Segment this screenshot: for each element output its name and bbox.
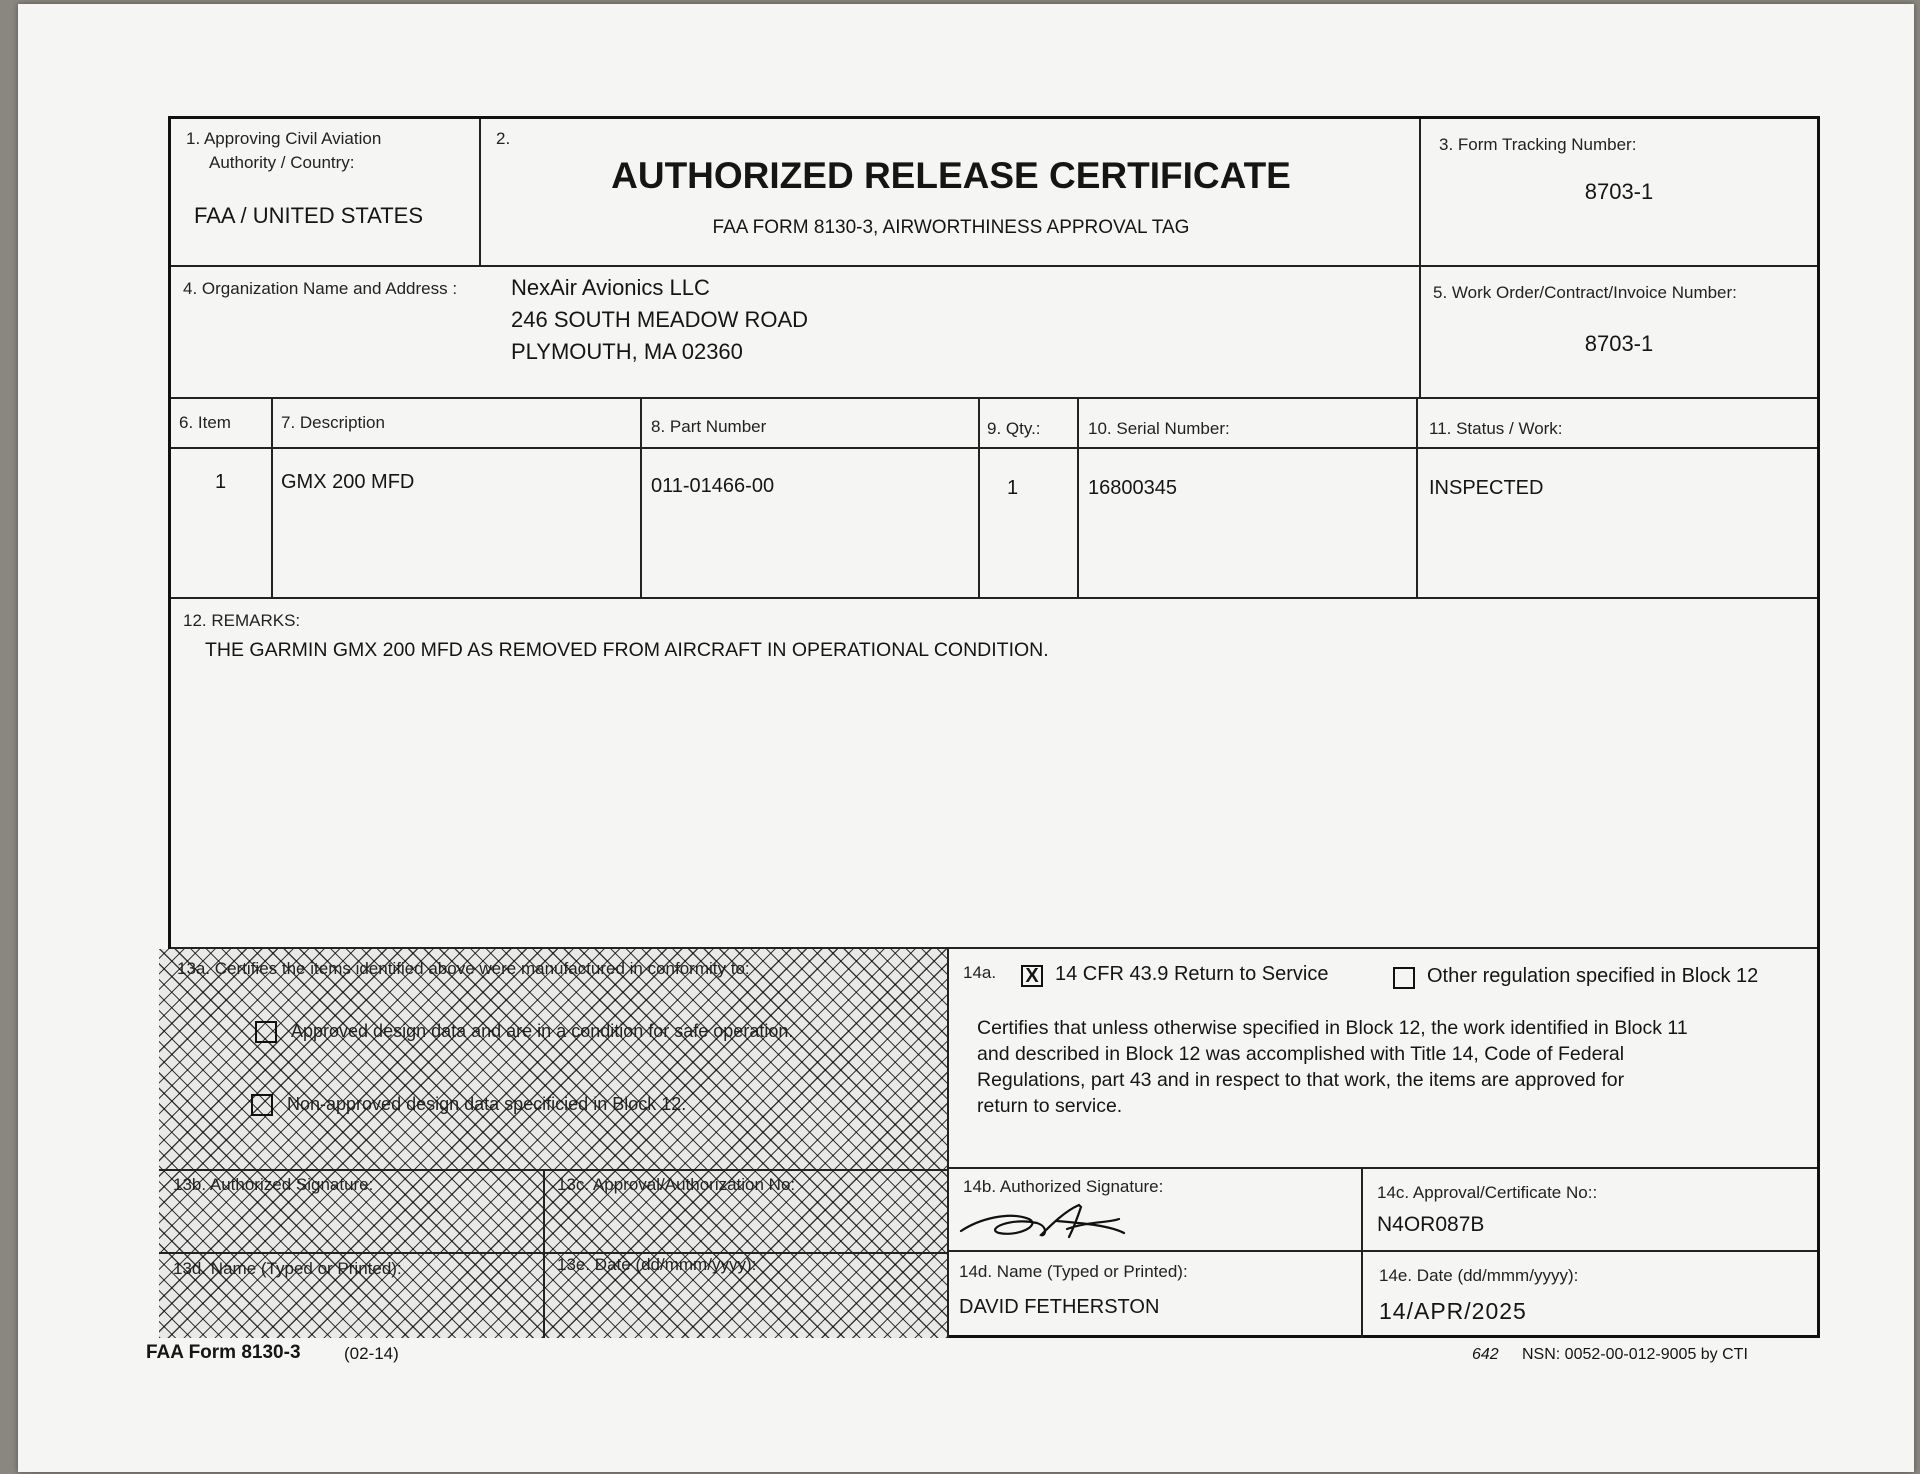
remarks-text: THE GARMIN GMX 200 MFD AS REMOVED FROM AIRCRAFT IN OPERATIONAL CONDITION. <box>205 639 1049 661</box>
block-3-label: 3. Form Tracking Number: <box>1439 135 1637 154</box>
block-3-tracking <box>1421 119 1817 267</box>
block-1-label-line1: 1. Approving Civil Aviation <box>186 129 382 148</box>
block-2-label: 2. <box>496 129 511 148</box>
item-serial-number: 16800345 <box>1088 477 1177 499</box>
block-2-title <box>481 119 1421 267</box>
block-14c-label: 14c. Approval/Certificate No:: <box>1377 1183 1598 1202</box>
block-14b-signature <box>949 1169 1363 1252</box>
item-qty: 1 <box>1007 477 1019 499</box>
certification-line-3: Regulations, part 43 and in respect to that work, the items are approved for <box>977 1069 1625 1091</box>
block-14a-label: 14a. <box>963 963 997 982</box>
block-13-divider <box>159 1252 949 1254</box>
item-part-number: 011-01466-00 <box>651 475 775 497</box>
signatory-name: DAVID FETHERSTON <box>959 1296 1160 1318</box>
block-13b-label: 13b. Authorized Signature: <box>173 1175 374 1194</box>
paper-sheet <box>18 4 1914 1472</box>
other-regulation-checkbox[interactable] <box>1393 967 1415 989</box>
header-status: 11. Status / Work: <box>1429 419 1563 438</box>
return-to-service-label: 14 CFR 43.9 Return to Service <box>1055 963 1329 985</box>
certificate-title: AUTHORIZED RELEASE CERTIFICATE <box>611 155 1291 196</box>
block-12-remarks <box>171 599 1817 949</box>
block-14d-label: 14d. Name (Typed or Printed): <box>959 1262 1188 1281</box>
block-14c-approval <box>1363 1169 1817 1252</box>
header-serial: 10. Serial Number: <box>1088 419 1230 438</box>
block-13-divider <box>159 1169 949 1171</box>
certification-line-4: return to service. <box>977 1095 1123 1117</box>
block-13a-checkbox-nonapproved <box>251 1094 273 1116</box>
header-description: 7. Description <box>281 413 385 432</box>
block-14e-label: 14e. Date (dd/mmm/yyyy): <box>1379 1266 1579 1285</box>
block-13c-label: 13c. Approval/Authorization No: <box>557 1175 796 1194</box>
block-14b-label: 14b. Authorized Signature: <box>963 1177 1164 1196</box>
org-name: NexAir Avionics LLC <box>511 275 710 300</box>
authority-country-value: FAA / UNITED STATES <box>194 203 424 228</box>
block-13a-option-approved: Approved design data and are in a condition for safe operation. <box>291 1021 794 1041</box>
block-13-hatched <box>159 949 949 1338</box>
block-14d-name <box>949 1252 1363 1338</box>
certification-line-2: and described in Block 12 was accomplished with Title 14, Code of Federal <box>977 1043 1625 1065</box>
work-order-number: 8703-1 <box>1584 331 1654 356</box>
item-number: 1 <box>215 471 227 493</box>
handwritten-signature <box>949 1189 1149 1249</box>
header-part-number: 8. Part Number <box>651 417 767 436</box>
block-13d-label: 13d. Name (Typed or Printed): <box>173 1259 402 1278</box>
release-certificate-form <box>168 116 1820 1338</box>
block-13a-checkbox-approved <box>255 1021 277 1043</box>
footer-number: 642 <box>1472 1346 1499 1363</box>
certificate-subtitle: FAA FORM 8130-3, AIRWORTHINESS APPROVAL TAG <box>712 217 1190 238</box>
return-to-service-checkbox[interactable]: X <box>1021 965 1043 987</box>
footer-form-revision: (02-14) <box>344 1344 399 1363</box>
org-city-state: PLYMOUTH, MA 02360 <box>511 339 743 364</box>
approval-certificate-number: N4OR087B <box>1377 1213 1485 1236</box>
block-13e-label: 13e. Date (dd/mmm/yyyy): <box>557 1255 757 1274</box>
block-4-organization <box>171 267 1421 399</box>
header-qty: 9. Qty.: <box>987 419 1041 438</box>
certification-line-1: Certifies that unless otherwise specified in Block 12, the work identified in Block 11 <box>977 1017 1688 1039</box>
item-description: GMX 200 MFD <box>281 471 415 493</box>
form-tracking-number: 8703-1 <box>1584 179 1654 204</box>
block-5-work-order <box>1421 267 1817 399</box>
block-5-label: 5. Work Order/Contract/Invoice Number: <box>1433 283 1737 302</box>
footer-nsn: NSN: 0052-00-012-9005 by CTI <box>1522 1346 1748 1363</box>
block-13a-label: 13a. Certifies the items identified above were manufactured in conformity to: <box>177 959 750 978</box>
other-regulation-label: Other regulation specified in Block 12 <box>1427 965 1759 987</box>
block-1-label-line2: Authority / Country: <box>209 153 355 172</box>
org-address-line: 246 SOUTH MEADOW ROAD <box>511 307 809 332</box>
block-14a <box>949 949 1817 1169</box>
block-13-divider <box>543 1169 545 1338</box>
block-12-label: 12. REMARKS: <box>183 611 301 630</box>
items-data-row <box>171 449 1817 599</box>
item-status: INSPECTED <box>1429 477 1544 499</box>
block-14e-date <box>1363 1252 1817 1338</box>
block-4-label: 4. Organization Name and Address : <box>183 279 458 298</box>
release-date: 14/APR/2025 <box>1379 1298 1527 1324</box>
block-1-authority <box>171 119 481 267</box>
footer-form-name: FAA Form 8130-3 <box>146 1342 301 1363</box>
header-item: 6. Item <box>179 413 231 432</box>
block-13a-option-nonapproved: Non-approved design data specificied in Block 12. <box>287 1094 687 1114</box>
